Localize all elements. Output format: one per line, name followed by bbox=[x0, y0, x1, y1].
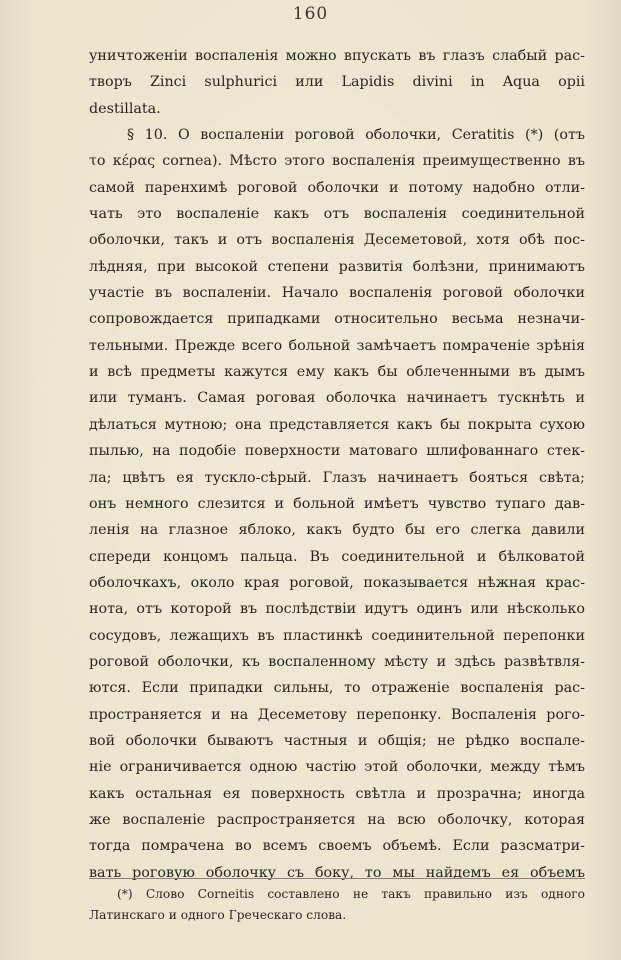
text-line: участіе въ воспаленіи. Начало воспаленія роговой оболочки bbox=[89, 285, 585, 302]
text-line: спереди концомъ пальца. Въ соединительной и бѣлковатой bbox=[89, 548, 585, 565]
text-line: лѣдняя, при высокой степени развитія болѣзни, принимаютъ bbox=[89, 258, 585, 275]
text-line: роговой оболочки, къ воспаленному мѣсту и здѣсь развѣтвля- bbox=[89, 653, 585, 670]
text-line: же воспаленіе распространяется на всю оболочку, которая bbox=[89, 811, 585, 828]
text-line: дѣлаться мутною; она представляется какъ бы покрыта сухою bbox=[89, 416, 585, 433]
text-line: ленія на глазное яблоко, какъ будто бы его слегка давили bbox=[89, 522, 585, 539]
text-line: или туманъ. Самая роговая оболочка начинаетъ тускнѣть и bbox=[89, 390, 585, 407]
footnote-line: Латинскаго и одного Греческаго слова. bbox=[89, 908, 347, 922]
text-line: и всѣ предметы кажутся ему какъ бы облеченными въ дымъ bbox=[89, 364, 585, 381]
page-number: 160 bbox=[292, 4, 329, 24]
text-line: самой паренхимѣ роговой оболочки и потому надобно отли- bbox=[89, 179, 585, 196]
text-line: το κέρας cornea). Мѣсто этого воспаленія преимущественно въ bbox=[89, 153, 585, 170]
text-line: оболочки, такъ и отъ воспаленія Десеметовой, хотя обѣ пос- bbox=[89, 232, 585, 249]
footnote bbox=[89, 884, 585, 926]
section-heading-line: § 10. О воспаленіи роговой оболочки, Ceratitis (*) (отъ bbox=[127, 127, 585, 144]
text-line: destillata. bbox=[89, 100, 161, 117]
footnote-line: (*) Слово Corneitis составлено не такъ правильно изъ одного bbox=[117, 887, 585, 901]
body-text bbox=[89, 43, 585, 886]
text-line: вать роговую оболочку съ боку, то мы найдемъ ея объемъ bbox=[89, 864, 585, 881]
text-line: оболочкахъ, около края роговой, показывается нѣжная крас- bbox=[89, 574, 585, 591]
text-line: вой оболочки бываютъ частныя и общія; не рѣдко воспале- bbox=[89, 732, 585, 749]
text-line: какъ остальная ея поверхность свѣтла и прозрачна; иногда bbox=[89, 785, 585, 802]
text-line: ла; цвѣтъ ея тускло-сѣрый. Глазъ начинаетъ бояться свѣта; bbox=[89, 469, 585, 486]
text-line: тогда помрачена во всемъ своемъ объемѣ. Если разсматри- bbox=[89, 838, 585, 855]
text-line: ніе ограничивается одною частію этой оболочки, между тѣмъ bbox=[89, 759, 585, 776]
text-line: тельными. Прежде всего больной замѣчаетъ помраченіе зрѣнія bbox=[89, 337, 585, 354]
text-line: пространяется и на Десеметову перепонку. Воспаленія рого- bbox=[89, 706, 585, 723]
text-line: уничтоженіи воспаленія можно впускать въ глазъ слабый рас- bbox=[89, 48, 585, 64]
footnote-divider bbox=[89, 878, 585, 879]
text-line: творъ Zinci sulphurici или Lapidis divini in Aqua opii bbox=[89, 74, 585, 91]
text-line: сосудовъ, лежащихъ въ пластинкѣ соединительной перепонки bbox=[89, 627, 585, 644]
text-line: чать это воспаленіе какъ отъ воспаленія соединительной bbox=[89, 206, 585, 223]
text-line: нота, отъ которой въ послѣдствіи идутъ одинъ или нѣсколько bbox=[89, 601, 585, 618]
text-line: онъ немного слезится и больной имѣетъ чувство тупаго дав- bbox=[89, 495, 585, 512]
text-line: ются. Если припадки сильны, то отраженіе воспаленія рас- bbox=[89, 680, 585, 697]
text-line: сопровождается припадками относительно весьма незначи- bbox=[89, 311, 585, 328]
text-line: пылью, на подобіе поверхности матоваго шлифованнаго стек- bbox=[89, 443, 585, 460]
